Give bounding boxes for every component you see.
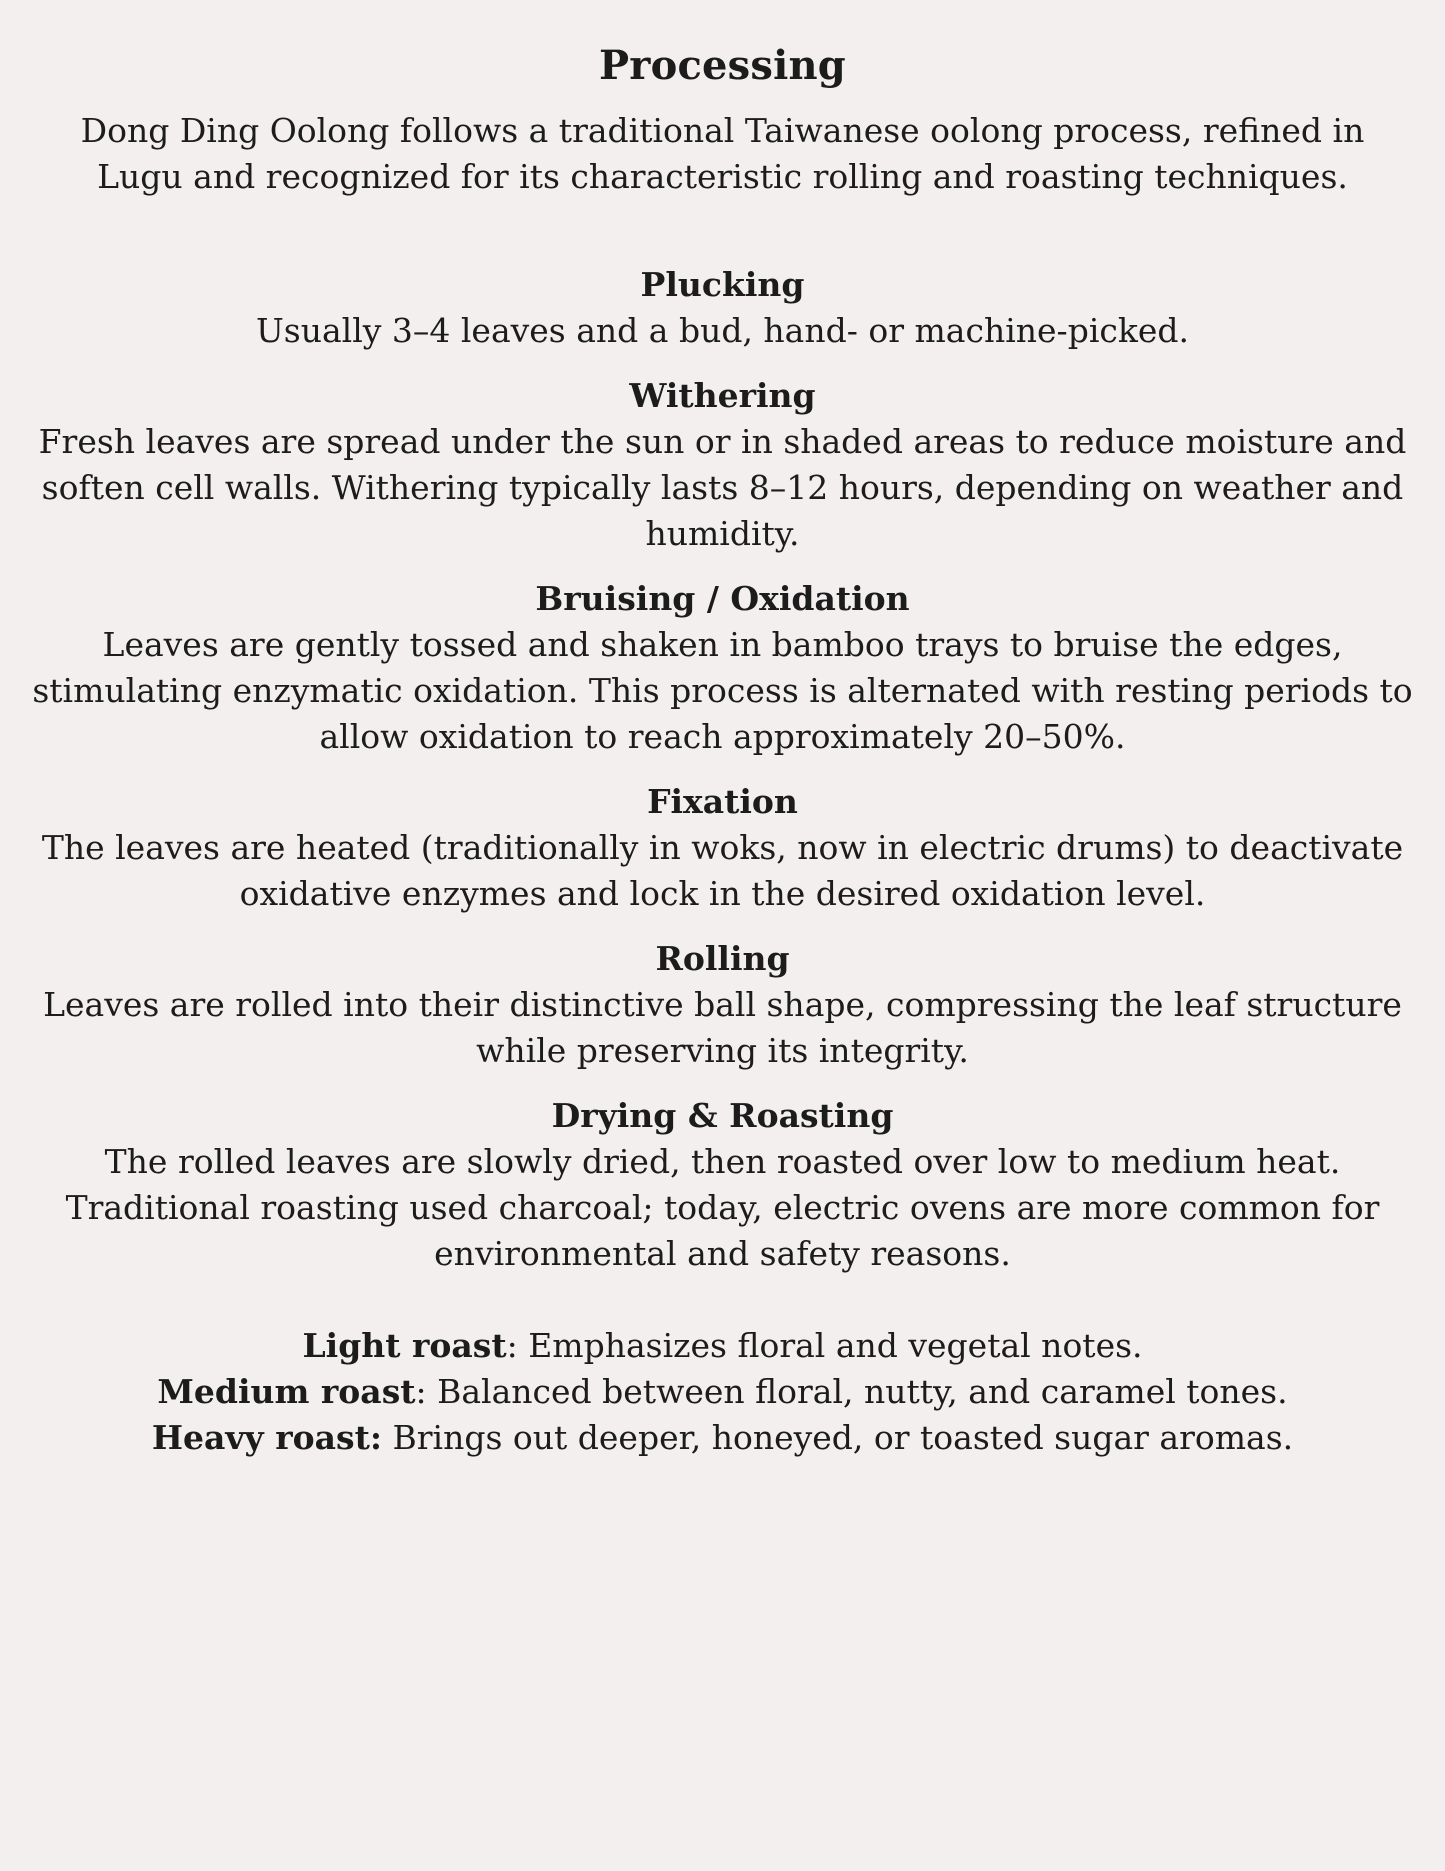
- step-heading: Bruising / Oxidation: [535, 579, 910, 618]
- step-description: The rolled leaves are slowly dried, then roasted over low to medium heat. Traditional roasting used charcoal; today, electric ovens are more common for environmental and safety reasons.: [65, 1142, 1380, 1273]
- roast-level-heavy: [30, 1415, 1415, 1461]
- step-withering: [30, 373, 1415, 557]
- step-description: The leaves are heated (traditionally in woks, now in electric drums) to deactivate oxidative enzymes and lock in the desired oxidation level.: [41, 828, 1404, 913]
- roast-label: Medium roast: [157, 1372, 416, 1411]
- step-drying-roasting: [30, 1093, 1415, 1277]
- step-heading: Plucking: [640, 265, 805, 304]
- roast-description: : Emphasizes floral and vegetal notes.: [506, 1326, 1143, 1365]
- roast-level-medium: [30, 1369, 1415, 1415]
- roast-label: Heavy roast:: [151, 1418, 383, 1457]
- page-title: Processing: [599, 42, 846, 89]
- step-description: Leaves are rolled into their distinctive ball shape, compressing the leaf structure while preserving its integrity.: [43, 985, 1402, 1070]
- step-fixation: [30, 779, 1415, 917]
- step-heading: Withering: [629, 376, 816, 415]
- roast-levels: [30, 1323, 1415, 1461]
- roast-description: : Balanced between floral, nutty, and caramel tones.: [415, 1372, 1288, 1411]
- roast-description: Brings out deeper, honeyed, or toasted sugar aromas.: [382, 1418, 1294, 1457]
- step-heading: Drying & Roasting: [551, 1096, 894, 1135]
- step-description: Usually 3–4 leaves and a bud, hand- or machine-picked.: [255, 311, 1189, 350]
- process-steps: [0, 262, 1445, 1277]
- roast-label: Light roast: [302, 1326, 507, 1365]
- intro-paragraph: Dong Ding Oolong follows a traditional Taiwanese oolong process, refined in Lugu and recognized for its characteristic rolling and roasting techniques.: [80, 111, 1365, 196]
- step-heading: Fixation: [647, 782, 798, 821]
- step-heading: Rolling: [655, 939, 790, 978]
- roast-level-light: [30, 1323, 1415, 1369]
- step-plucking: [30, 262, 1415, 354]
- step-bruising-oxidation: [30, 576, 1415, 760]
- step-description: Leaves are gently tossed and shaken in bamboo trays to bruise the edges, stimulating enzymatic oxidation. This process is alternated with resting periods to allow oxidation to reach approximately 20–50%.: [32, 625, 1413, 756]
- step-rolling: [30, 936, 1415, 1074]
- step-description: Fresh leaves are spread under the sun or in shaded areas to reduce moisture and soften cell walls. Withering typically lasts 8–12 hours, depending on weather and humidity.: [38, 422, 1407, 553]
